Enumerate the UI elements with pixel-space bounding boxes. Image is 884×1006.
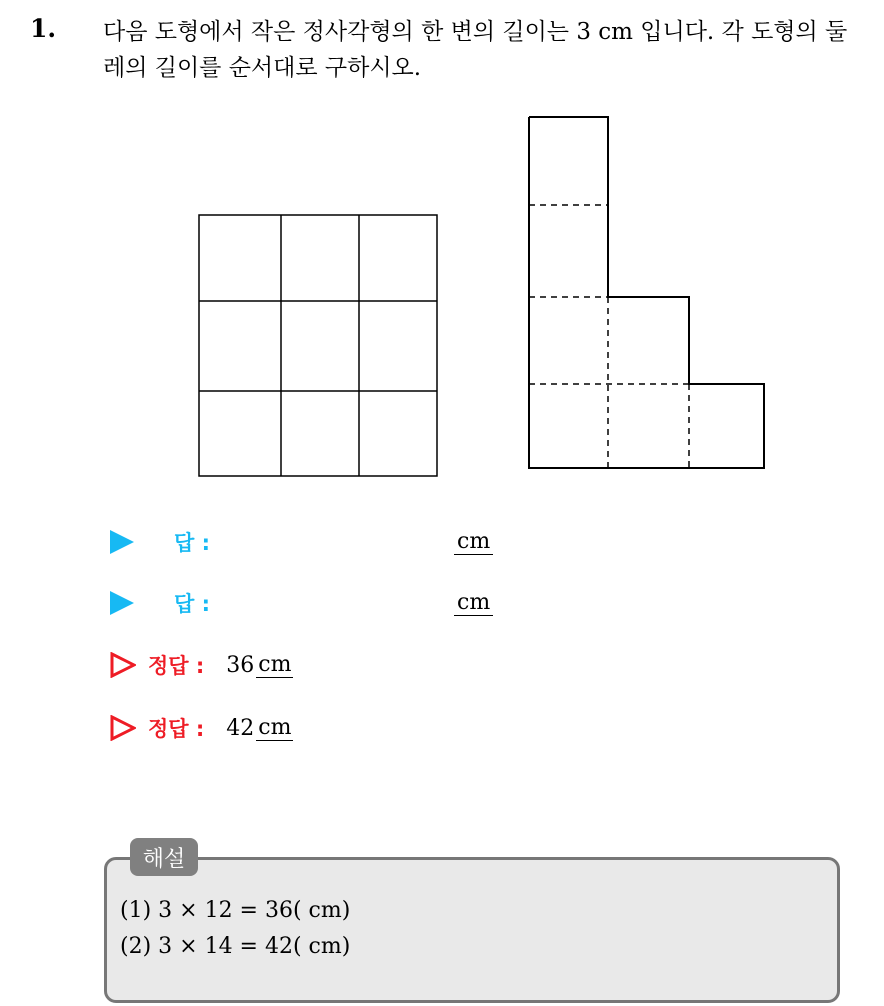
answer-unit: cm <box>454 530 493 555</box>
correct-answer-value: 36 <box>226 652 255 678</box>
solution-tab: 해설 <box>130 838 198 876</box>
cyan-triangle-icon <box>110 591 134 615</box>
correct-answer-row-1 <box>110 645 293 685</box>
l-shape-outline <box>529 117 764 468</box>
cyan-triangle-icon <box>110 530 134 554</box>
answer-row-1 <box>110 522 210 562</box>
answer-label: 답 : <box>174 592 210 616</box>
correct-answer-label: 정답 : <box>148 654 205 678</box>
question-number: 1. <box>30 14 57 43</box>
grid-figure <box>199 215 437 476</box>
answer-unit: cm <box>454 591 493 616</box>
solution-line-2: (2) 3 × 14 = 42( cm) <box>120 934 351 959</box>
solution-box <box>104 857 840 1003</box>
red-triangle-icon <box>110 652 136 678</box>
answer-label: 답 : <box>174 531 210 555</box>
correct-answer-row-2 <box>110 708 293 748</box>
correct-answer-unit: cm <box>258 714 292 740</box>
l-shape-figure <box>529 117 764 468</box>
solution-line-1: (1) 3 × 12 = 36( cm) <box>120 898 351 923</box>
answer-row-2 <box>110 583 210 623</box>
question-text: 다음 도형에서 작은 정사각형의 한 변의 길이는 3 cm 입니다. 각 도형의 둘레의 길이를 순서대로 구하시오. <box>103 19 848 81</box>
grid-outline <box>199 215 437 476</box>
correct-answer-value: 42 <box>226 715 255 741</box>
red-triangle-icon <box>110 715 136 741</box>
figures <box>0 0 884 500</box>
correct-answer-label: 정답 : <box>148 717 205 741</box>
correct-answer-unit: cm <box>258 651 292 677</box>
